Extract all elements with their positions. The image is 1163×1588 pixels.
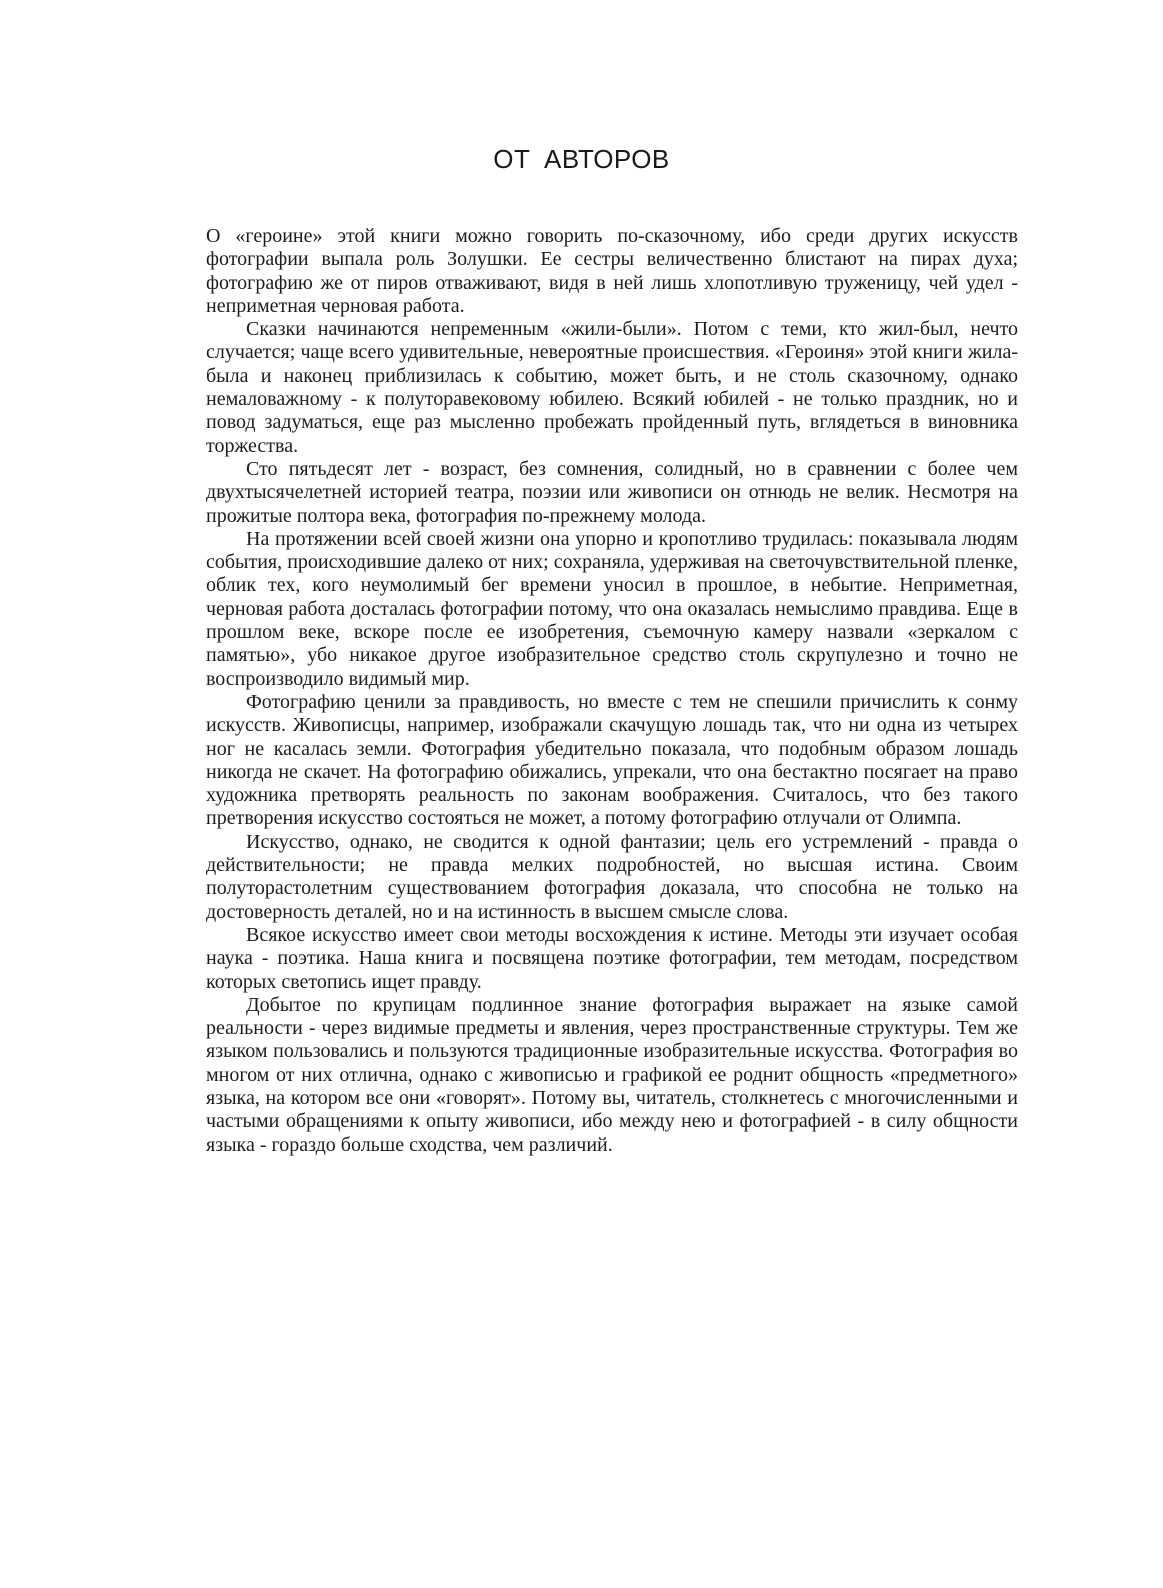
paragraph-8: Добытое по крупицам подлинное знание фотография выражает на языке самой реальности - через видимые предметы и явления, через пространственные структуры. Тем же языком пользовались и пользуются традиционные изобразительные искусства. Фотография во многом от них отлична, однако с живописью и графикой ее роднит общность «предметного» языка, на котором все они «говорят». Потому вы, читатель, столкнетесь с многочисленными и частыми обращениями к опыту живописи, ибо между нею и фотографией - в силу общности языка - гораздо больше сходства, чем различий. xyxy=(206,993,1018,1156)
paragraph-3: Сто пятьдесят лет - возраст, без сомнения, солидный, но в сравнении с более чем двухтысячелетней историей театра, поэзии или живописи он отнюдь не велик. Несмотря на прожитые полтора века, фотография по-прежнему молода. xyxy=(206,457,1018,527)
paragraph-5: Фотографию ценили за правдивость, но вместе с тем не спешили причислить к сонму искусств. Живописцы, например, изображали скачущую лошадь так, что ни одна из четырех ног не касалась земли. Фотография убедительно показала, что подобным образом лошадь никогда не скачет. На фотографию обижались, упрекали, что она бестактно посягает на право художника претворять реальность по законам воображения. Считалось, что без такого претворения искусство состояться не может, а потому фотографию отлучали от Олимпа. xyxy=(206,690,1018,830)
page-title: ОТ АВТОРОВ xyxy=(493,144,670,174)
paragraph-4: На протяжении всей своей жизни она упорно и кропотливо трудилась: показывала людям события, происходившие далеко от них; сохраняла, удерживая на светочувствительной пленке, облик тех, кого неумолимый бег времени уносил в прошлое, в небытие. Неприметная, черновая работа досталась фотографии потому, что она оказалась немыслимо правдива. Еще в прошлом веке, вскоре после ее изобретения, съемочную камеру назвали «зеркалом с памятью», убо никакое другое изобразительное средство столь скрупулезно и точно не воспроизводило видимый мир. xyxy=(206,527,1018,690)
paragraph-1: О «героине» этой книги можно говорить по-сказочному, ибо среди других искусств фотографии выпала роль Золушки. Ее сестры величественно блистают на пирах духа; фотографию же от пиров отваживают, видя в ней лишь хлопотливую труженицу, чей удел - неприметная черновая работа. xyxy=(206,225,1018,317)
paragraph-2: Сказки начинаются непременным «жили-были». Потом с теми, кто жил-был, нечто случается; чаще всего удивительные, невероятные происшествия. «Героиня» этой книги жила-была и наконец приблизилась к событию, может быть, и не столь сказочному, однако немаловажному - к полуторавековому юбилею. Всякий юбилей - не только праздник, но и повод задуматься, еще раз мысленно пробежать пройденный путь, вглядеться в виновника торжества. xyxy=(206,318,1018,457)
body-text xyxy=(206,225,1018,1157)
paragraph-6: Искусство, однако, не сводится к одной фантазии; цель его устремлений - правда о действительности; не правда мелких подробностей, но высшая истина. Своим полуторастолетним существованием фотография доказала, что способна не только на достоверность деталей, но и на истинность в высшем смысле слова. xyxy=(206,830,1018,923)
paragraph-7: Всякое искусство имеет свои методы восхождения к истине. Методы эти изучает особая наука - поэтика. Наша книга и посвящена поэтике фотографии, тем методам, посредством которых светопись ищет правду. xyxy=(206,923,1018,993)
